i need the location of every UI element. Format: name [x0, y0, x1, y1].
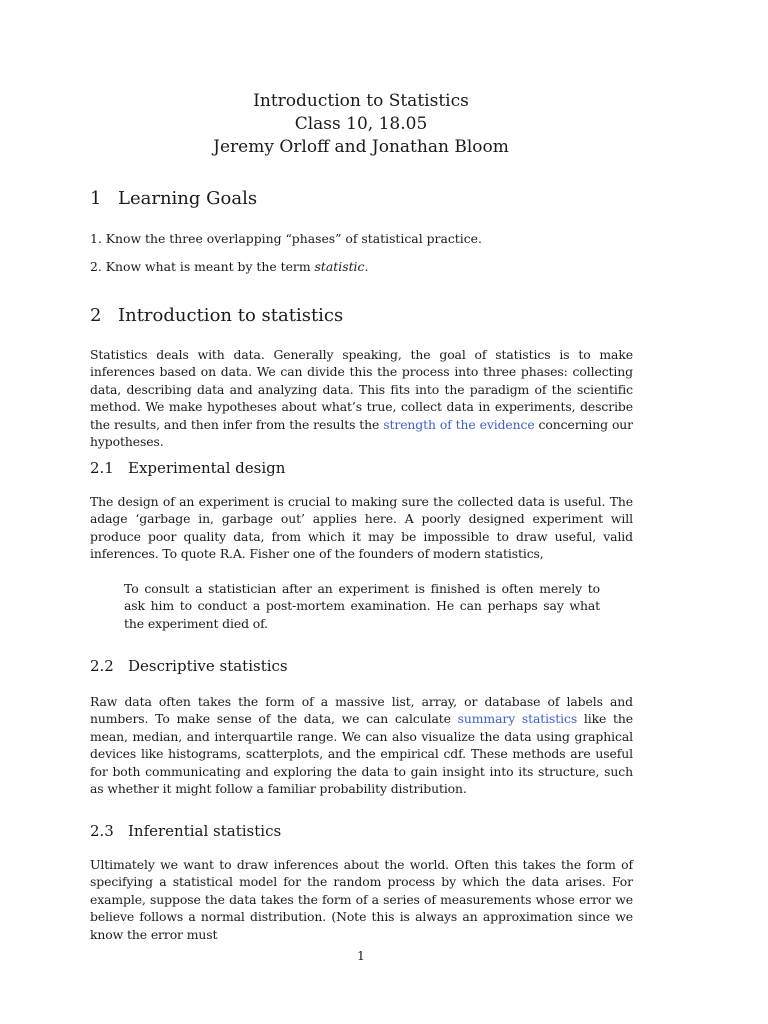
section-2-1-heading: [90, 459, 285, 478]
section-number: 2.3: [90, 822, 114, 840]
section-title: Descriptive statistics: [128, 657, 288, 675]
section-title: Introduction to statistics: [118, 305, 344, 326]
section-2-heading: [90, 305, 343, 327]
section-number: 2: [90, 305, 102, 326]
link-strength-of-evidence[interactable]: strength of the evidence: [383, 416, 535, 432]
section-2-3-paragraph: Ultimately we want to draw inferences about the world. Often this takes the form of specifying a statistical model for the random process by which the data arises. For example, suppose the data takes the form of a series of measurements whose error we believe follows a normal distribution. (Note this is always an approximation since we know the error must: [90, 857, 633, 942]
section-number: 2.1: [90, 459, 114, 477]
page-number: 1: [357, 948, 365, 963]
section-2-1-paragraph: The design of an experiment is crucial to making sure the collected data is useful. The adage ‘garbage in, garbage out’ applies here. A poorly designed experiment will produce poor quality data, from which it may be impossible to draw useful, valid inferences. To quote R.A. Fisher one of the founders of modern statistics,: [90, 494, 633, 562]
section-title: Inferential statistics: [128, 822, 282, 840]
title-line-1: Introduction to Statistics: [253, 91, 469, 111]
section-2-3-heading: [90, 822, 281, 841]
section-1-heading: [90, 188, 257, 210]
section-2-paragraph: Statistics deals with data. Generally speaking, the goal of statistics is to make inferences based on data. We can divide this the process into three phases: collecting data, describing data and analyzing data. This fits into the paradigm of the scientific method. We make hypotheses about what’s true, collect data in experiments, describe the results, and then infer from the results the strength of the evidence concerning our hypotheses.: [90, 347, 634, 450]
learning-goal-2: 2. Know what is meant by the term statistic.: [90, 259, 369, 274]
emphasis: statistic: [314, 259, 365, 274]
title-line-2: Class 10, 18.05: [294, 114, 428, 134]
section-title: Learning Goals: [118, 188, 258, 209]
link-summary-statistics[interactable]: summary statistics: [457, 711, 578, 727]
document-title: [0, 90, 722, 159]
learning-goal-1: 1. Know the three overlapping “phases” of statistical practice.: [90, 231, 482, 246]
section-title: Experimental design: [128, 459, 286, 477]
section-number: 2.2: [90, 657, 114, 675]
section-2-2-paragraph: Raw data often takes the form of a massive list, array, or database of labels and numbers. To make sense of the data, we can calculate summary statistics like the mean, median, and interquartile range. We can also visualize the data using graphical devices like histograms, scatterplots, and the empirical cdf. These methods are useful for both communicating and exploring the data to gain insight into its structure, such as whether it might follow a familiar probability distribution.: [90, 694, 633, 797]
section-number: 1: [90, 188, 102, 209]
section-2-2-heading: [90, 657, 288, 676]
fisher-quote: To consult a statistician after an experiment is finished is often merely to ask him to conduct a post-mortem examination. He can perhaps say what the experiment died of.: [124, 581, 600, 631]
title-authors: Jeremy Orloff and Jonathan Bloom: [213, 137, 509, 157]
